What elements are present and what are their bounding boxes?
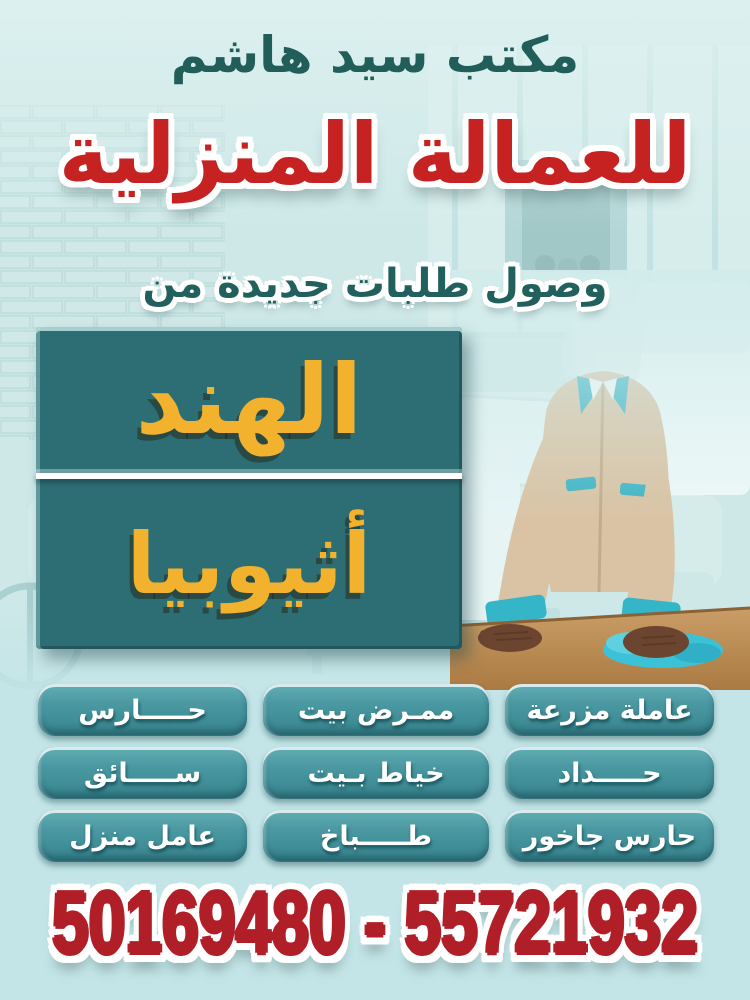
job-label: طـــــباخ xyxy=(319,820,433,852)
countries-box xyxy=(36,327,462,649)
subtitle: وصول طلبات جديدة من xyxy=(142,261,608,307)
job-pill-home-tailor xyxy=(263,747,489,799)
job-label: ســـــائق xyxy=(83,757,202,789)
job-pill-stable-guard xyxy=(505,810,714,862)
country-india-label: الهند xyxy=(135,344,363,456)
job-pill-guard xyxy=(38,684,247,736)
country-ethiopia-label: أثيوبيا xyxy=(126,515,372,613)
phone-bar xyxy=(0,872,750,971)
job-label: حارس جاخور xyxy=(522,820,697,852)
job-label: عامل منزل xyxy=(69,820,216,852)
job-pill-house-worker xyxy=(38,810,247,862)
job-label: عاملة مزرعة xyxy=(526,694,693,726)
jobs-grid xyxy=(38,684,714,862)
job-label: ممـرض بيت xyxy=(297,694,455,726)
phone-numbers: 50169480 - 55721932 xyxy=(52,873,698,971)
job-pill-home-nurse xyxy=(263,684,489,736)
job-pill-blacksmith xyxy=(505,747,714,799)
maid-photo xyxy=(450,270,750,690)
job-pill-driver xyxy=(38,747,247,799)
job-label: خياط بـيت xyxy=(307,757,445,789)
country-ethiopia xyxy=(36,479,462,649)
main-title: للعمالة المنزلية xyxy=(58,105,692,203)
job-label: حـــــارس xyxy=(78,694,207,726)
job-pill-farm-worker xyxy=(505,684,714,736)
office-title: مكتب سيد هاشم xyxy=(170,26,580,84)
job-label: حـــــداد xyxy=(557,757,662,789)
job-pill-cook xyxy=(263,810,489,862)
country-india xyxy=(36,327,462,473)
